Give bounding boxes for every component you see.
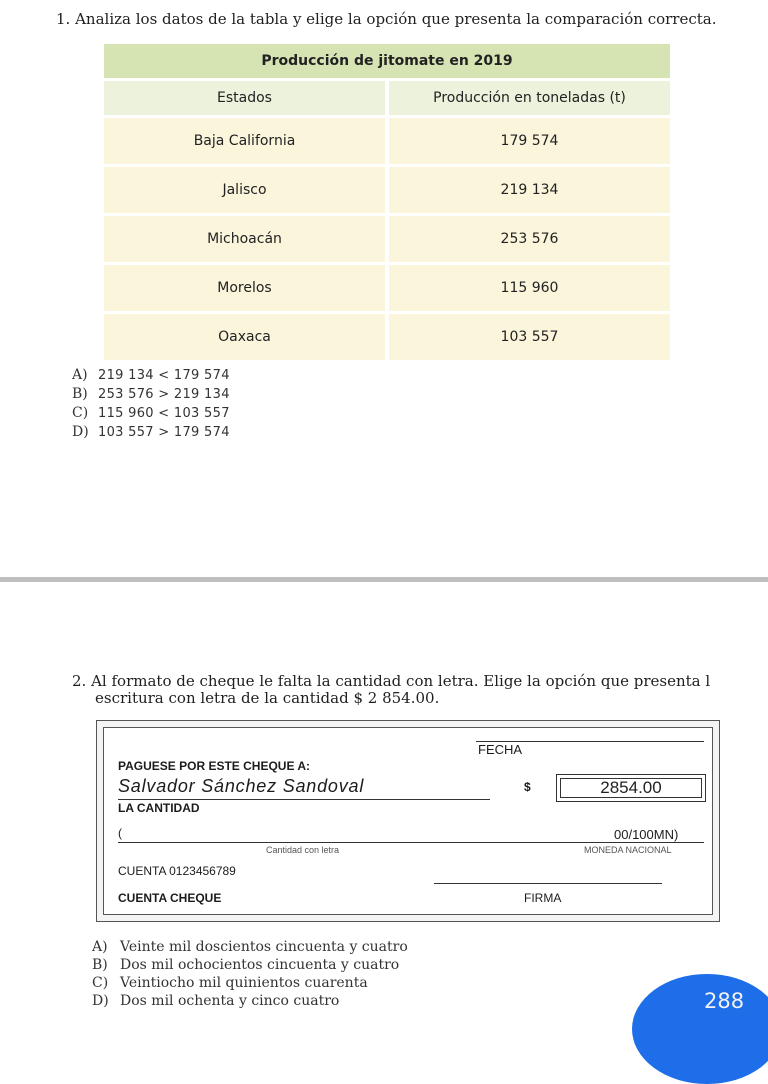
option-text: 103 557 > 179 574 bbox=[98, 425, 230, 440]
table-cell-state: Michoacán bbox=[104, 216, 385, 262]
option-text: Dos mil ochenta y cinco cuatro bbox=[120, 993, 340, 1009]
pay-to-label: PAGUESE POR ESTE CHEQUE A: bbox=[118, 759, 311, 773]
question-1-options bbox=[72, 366, 230, 442]
option-letter: A) bbox=[92, 939, 108, 955]
table-row bbox=[104, 262, 670, 311]
question-2-number: 2. bbox=[72, 672, 87, 690]
option-b[interactable] bbox=[72, 385, 230, 404]
amount-words-caption: Cantidad con letra bbox=[266, 845, 340, 855]
option-d[interactable] bbox=[92, 992, 408, 1010]
table-cell-state: Jalisco bbox=[104, 167, 385, 213]
table-cell-state: Baja California bbox=[104, 118, 385, 164]
option-letter: C) bbox=[92, 975, 109, 991]
table-row bbox=[104, 311, 670, 360]
option-a[interactable] bbox=[72, 366, 230, 385]
page-number-badge bbox=[632, 974, 768, 1084]
table-cell-production: 115 960 bbox=[389, 265, 670, 311]
cheque-inner-frame bbox=[103, 727, 713, 915]
table-title: Producción de jitomate en 2019 bbox=[104, 44, 670, 78]
option-text: 115 960 < 103 557 bbox=[98, 406, 230, 421]
option-letter: D) bbox=[72, 424, 89, 440]
cents-label: 00/100MN) bbox=[614, 827, 679, 842]
table-header-production: Producción en toneladas (t) bbox=[389, 81, 670, 115]
table-cell-production: 103 557 bbox=[389, 314, 670, 360]
option-c[interactable] bbox=[92, 974, 408, 992]
signature-label: FIRMA bbox=[524, 891, 562, 905]
amount-box bbox=[556, 774, 706, 802]
option-d[interactable] bbox=[72, 423, 230, 442]
question-2-text-line2: escritura con letra de la cantidad $ 2 854.00. bbox=[95, 689, 440, 707]
table-header-row bbox=[104, 78, 670, 115]
production-table bbox=[104, 44, 670, 360]
question-2-prompt bbox=[72, 672, 710, 690]
table-cell-production: 219 134 bbox=[389, 167, 670, 213]
option-letter: B) bbox=[72, 386, 88, 402]
signature-line bbox=[434, 883, 662, 884]
option-letter: B) bbox=[92, 957, 108, 973]
option-letter: C) bbox=[72, 405, 89, 421]
question-1-prompt bbox=[56, 10, 717, 28]
cheque bbox=[96, 720, 720, 922]
open-paren: ( bbox=[118, 826, 122, 840]
table-header-states: Estados bbox=[104, 81, 385, 115]
option-c[interactable] bbox=[72, 404, 230, 423]
table-row bbox=[104, 213, 670, 262]
page-divider bbox=[0, 577, 768, 582]
payee-name: Salvador Sánchez Sandoval bbox=[118, 776, 365, 796]
table-cell-production: 179 574 bbox=[389, 118, 670, 164]
amount-label: LA CANTIDAD bbox=[118, 801, 200, 815]
option-text: Veintiocho mil quinientos cuarenta bbox=[120, 975, 368, 991]
page-number: 288 bbox=[704, 989, 745, 1013]
currency-symbol: $ bbox=[524, 780, 531, 794]
table-cell-state: Morelos bbox=[104, 265, 385, 311]
amount-value: 2854.00 bbox=[560, 778, 702, 798]
option-letter: D) bbox=[92, 993, 109, 1009]
amount-words-line[interactable] bbox=[118, 842, 704, 843]
question-2-text-line1: Al formato de cheque le falta la cantidad con letra. Elige la opción que presenta l bbox=[91, 672, 711, 690]
fecha-label: FECHA bbox=[478, 742, 523, 757]
account-type: CUENTA CHEQUE bbox=[118, 891, 222, 905]
question-2-options bbox=[92, 938, 408, 1010]
table-cell-production: 253 576 bbox=[389, 216, 670, 262]
question-1-number: 1. bbox=[56, 10, 71, 28]
payee-line bbox=[118, 799, 490, 800]
currency-caption: MONEDA NACIONAL bbox=[584, 845, 672, 855]
account-number: CUENTA 0123456789 bbox=[118, 864, 236, 878]
option-a[interactable] bbox=[92, 938, 408, 956]
table-row bbox=[104, 115, 670, 164]
option-text: Dos mil ochocientos cincuenta y cuatro bbox=[120, 957, 400, 973]
table-row bbox=[104, 164, 670, 213]
option-letter: A) bbox=[72, 367, 88, 383]
option-b[interactable] bbox=[92, 956, 408, 974]
option-text: Veinte mil doscientos cincuenta y cuatro bbox=[120, 939, 408, 955]
table-cell-state: Oaxaca bbox=[104, 314, 385, 360]
option-text: 253 576 > 219 134 bbox=[98, 387, 230, 402]
question-1-text: Analiza los datos de la tabla y elige la opción que presenta la comparación correcta. bbox=[75, 10, 717, 28]
option-text: 219 134 < 179 574 bbox=[98, 368, 230, 383]
